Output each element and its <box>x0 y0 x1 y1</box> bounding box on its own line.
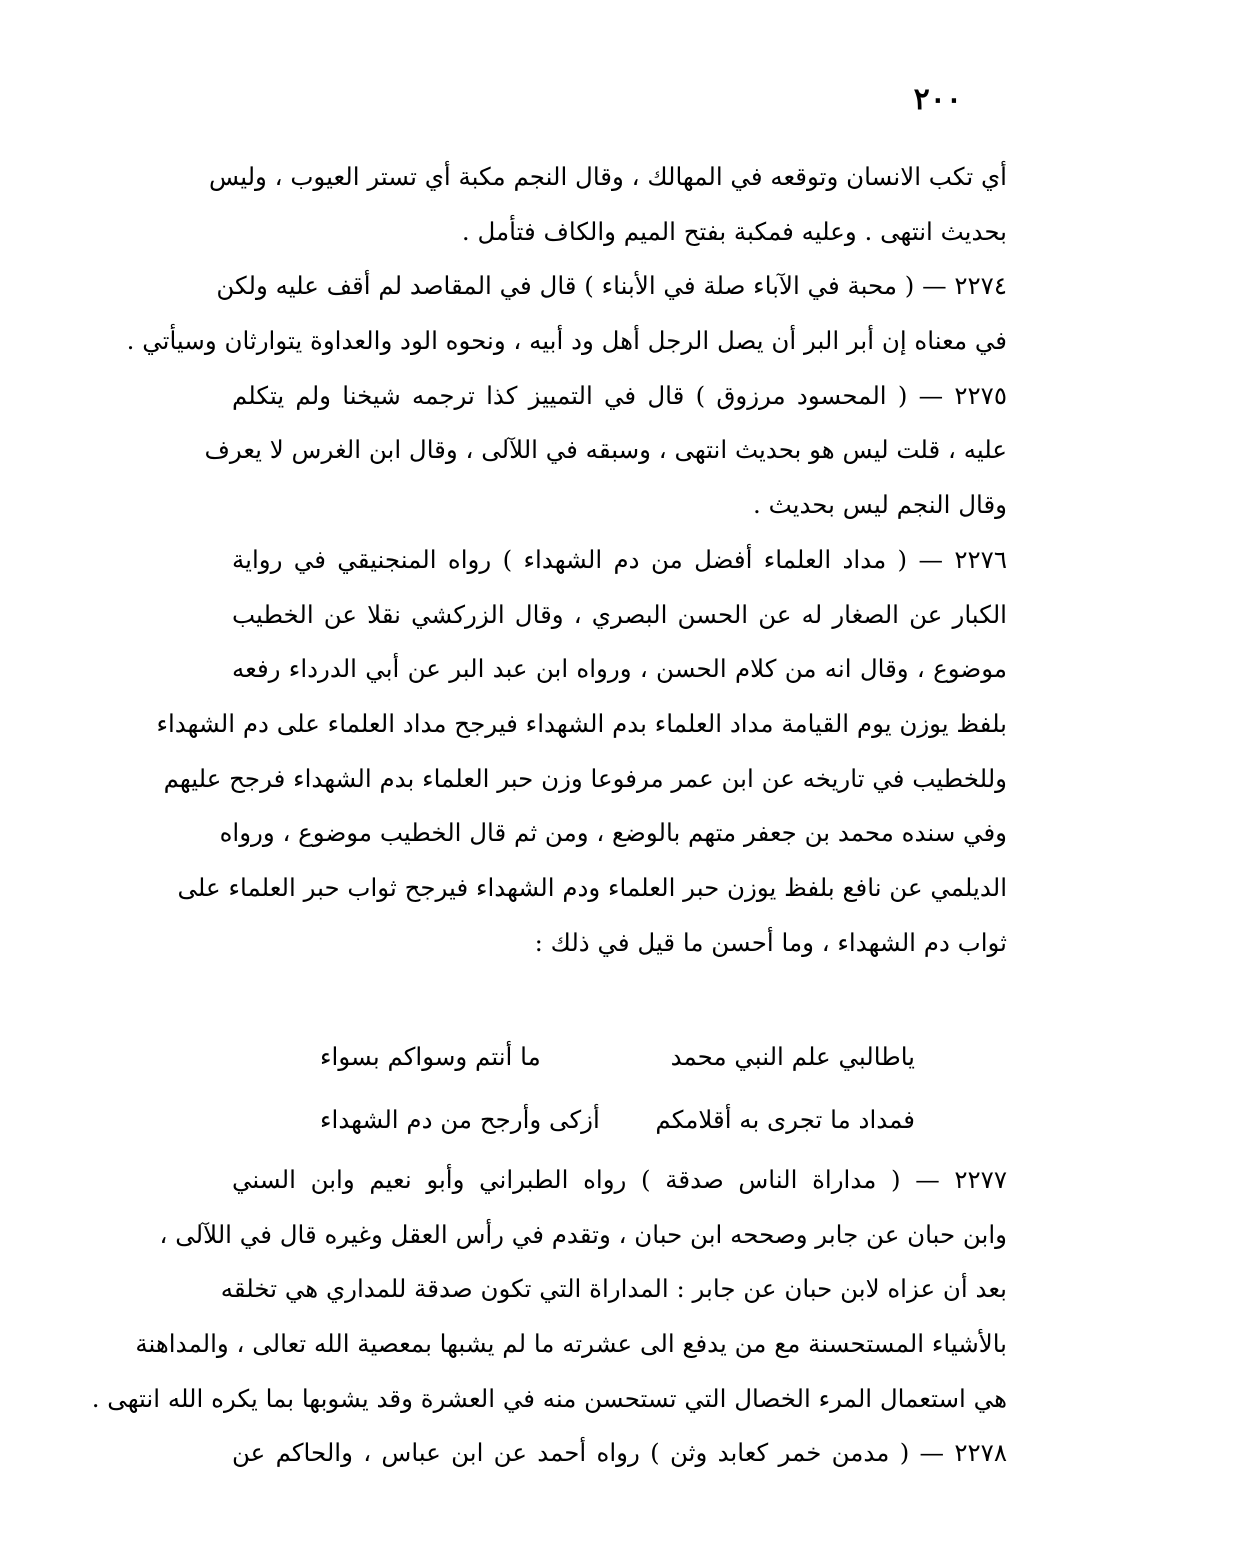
text-line: ٢٢٧٥ — ( المحسود مرزوق ) قال في التمييز كذا ترجمه شيخنا ولم يتكلم <box>232 380 1007 410</box>
text-line: ٢٢٧٤ — ( محبة في الآباء صلة في الأبناء ) قال في المقاصد لم أقف عليه ولكن <box>216 271 1007 301</box>
text-line: في معناه إن أبر البر أن يصل الرجل أهل ود أبيه ، ونحوه الود والعداوة يتوارثان وسيأتي . <box>126 326 1007 356</box>
verse-first-hemistich: ياطالبي علم النبي محمد <box>670 1042 915 1071</box>
verse-second-hemistich: ما أنتم وسواكم بسواء <box>320 1042 541 1071</box>
verse-second-hemistich: أزكى وأرجح من دم الشهداء <box>320 1105 600 1134</box>
text-line: الديلمي عن نافع بلفظ يوزن حبر العلماء ودم الشهداء فيرجح ثواب حبر العلماء على <box>177 872 1007 902</box>
text-line: بالأشياء المستحسنة مع من يدفع الى عشرته ما لم يشبها بمعصية الله تعالى ، والمداهنة <box>135 1329 1007 1359</box>
text-line: ٢٢٧٨ — ( مدمن خمر كعابد وثن ) رواه أحمد عن ابن عباس ، والحاكم عن <box>232 1438 1007 1468</box>
text-line: وابن حبان عن جابر وصححه ابن حبان ، وتقدم في رأس العقل وغيره قال في اللآلى ، <box>159 1219 1007 1249</box>
text-line: موضوع ، وقال انه من كلام الحسن ، ورواه ابن عبد البر عن أبي الدرداء رفعه <box>232 654 1007 684</box>
verse-first-hemistich: فمداد ما تجرى به أقلامكم <box>655 1105 915 1134</box>
text-block-upper <box>126 150 1007 970</box>
text-line: بحديث انتهى . وعليه فمكبة بفتح الميم والكاف فتأمل . <box>461 216 1007 246</box>
text-line: أي تكب الانسان وتوقعه في المهالك ، وقال النجم مكبة أي تستر العيوب ، وليس <box>208 162 1007 191</box>
poem-verse <box>320 1093 915 1148</box>
text-line: ثواب دم الشهداء ، وما أحسن ما قيل في ذلك : <box>534 927 1007 957</box>
text-line: ٢٢٧٧ — ( مداراة الناس صدقة ) رواه الطبراني وأبو نعيم وابن السني <box>232 1165 1007 1194</box>
poem-verse <box>320 1030 915 1085</box>
text-line: الكبار عن الصغار له عن الحسن البصري ، وقال الزركشي نقلا عن الخطيب <box>232 599 1007 629</box>
text-line: وقال النجم ليس بحديث . <box>753 490 1007 520</box>
text-line: ٢٢٧٦ — ( مداد العلماء أفضل من دم الشهداء ) رواه المنجنيقي في رواية <box>232 544 1007 574</box>
text-block-lower <box>91 1153 1007 1481</box>
page-number: ٢٠٠ <box>913 82 962 117</box>
text-line: بعد أن عزاه لابن حبان عن جابر : المداراة التي تكون صدقة للمداري هي تخلقه <box>220 1274 1007 1304</box>
text-line: بلفظ يوزن يوم القيامة مداد العلماء بدم الشهداء فيرجح مداد العلماء على دم الشهداء <box>156 708 1007 738</box>
text-line: عليه ، قلت ليس هو بحديث انتهى ، وسبقه في اللآلى ، وقال ابن الغرس لا يعرف <box>204 435 1007 465</box>
text-line: وفي سنده محمد بن جعفر متهم بالوضع ، ومن ثم قال الخطيب موضوع ، ورواه <box>219 818 1007 848</box>
text-line: وللخطيب في تاريخه عن ابن عمر مرفوعا وزن حبر العلماء بدم الشهداء فرجح عليهم <box>163 763 1007 793</box>
text-line: هي استعمال المرء الخصال التي تستحسن منه في العشرة وقد يشوبها بما يكره الله انتهى . <box>91 1383 1007 1413</box>
